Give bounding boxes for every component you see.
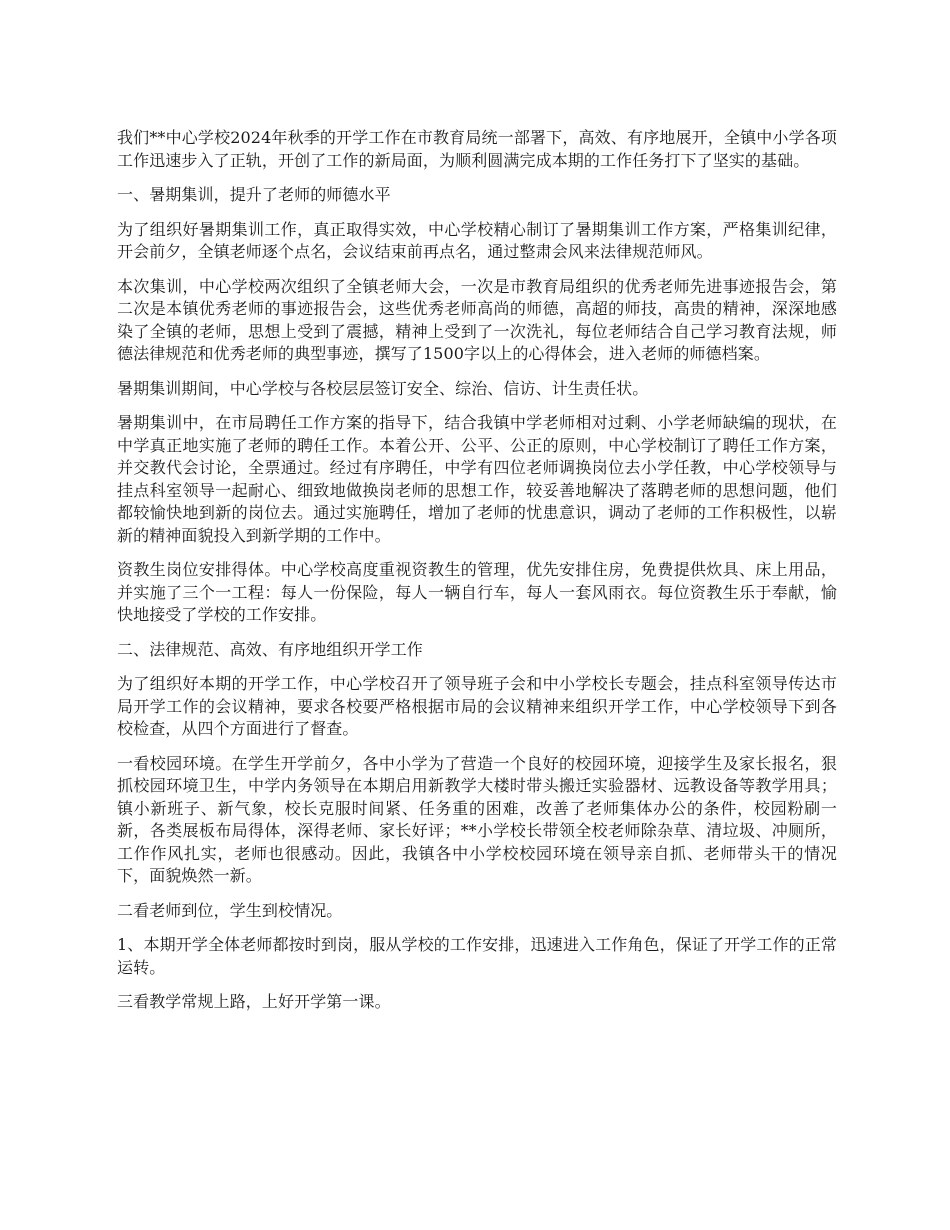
body-paragraph: 1、本期开学全体老师都按时到岗，服从学校的工作安排，迅速进入工作角色，保证了开学工作的正常运转。 — [117, 935, 837, 977]
body-paragraph: 资教生岗位安排得体。中心学校高度重视资教生的管理，优先安排住房，免费提供炊具、床上用品，并实施了三个一工程：每人一份保险，每人一辆自行车，每人一套风雨衣。每位资教生乐于奉献，愉快地接受了学校的工作安排。 — [117, 560, 837, 624]
body-paragraph: 为了组织好本期的开学工作，中心学校召开了领导班子会和中小学校长专题会，挂点科室领导传达市局开学工作的会议精神，要求各校要严格根据市局的会议精神来组织开学工作，中心学校领导下到各校检查，从四个方面进行了督查。 — [117, 674, 837, 738]
body-paragraph: 暑期集训中，在市局聘任工作方案的指导下，结合我镇中学老师相对过剩、小学老师缺编的现状，在中学真正地实施了老师的聘任工作。本着公开、公平、公正的原则，中心学校制订了聘任工作方案，并交教代会讨论，全票通过。经过有序聘任，中学有四位老师调换岗位去小学任教，中心学校领导与挂点科室领导一起耐心、细致地做换岗老师的思想工作，较妥善地解决了落聘老师的思想问题，他们都较愉快地到新的岗位去。通过实施聘任，增加了老师的忧患意识，调动了老师的工作积极性，以崭新的精神面貌投入到新学期的工作中。 — [117, 413, 837, 545]
body-paragraph: 为了组织好暑期集训工作，真正取得实效，中心学校精心制订了暑期集训工作方案，严格集训纪律，开会前夕，全镇老师逐个点名，会议结束前再点名，通过整肃会风来法律规范师风。 — [117, 219, 837, 261]
body-paragraph: 本次集训，中心学校两次组织了全镇老师大会，一次是市教育局组织的优秀老师先进事迹报告会，第二次是本镇优秀老师的事迹报告会，这些优秀老师高尚的师德，高超的师技，高贵的精神，深深地感染了全镇的老师，思想上受到了震撼，精神上受到了一次洗礼，每位老师结合自己学习教育法规，师德法律规范和优秀老师的典型事迹，撰写了1500字以上的心得体会，进入老师的师德档案。 — [117, 276, 837, 363]
intro-paragraph: 我们**中心学校2024年秋季的开学工作在市教育局统一部署下，高效、有序地展开，全镇中小学各项工作迅速步入了正轨，开创了工作的新局面，为顺利圆满完成本期的工作任务打下了坚实的基础。 — [117, 128, 837, 170]
section-heading-2: 二、法律规范、高效、有序地组织开学工作 — [117, 639, 423, 659]
body-paragraph: 暑期集训期间，中心学校与各校层层签订安全、综治、信访、计生责任状。 — [117, 378, 649, 398]
body-paragraph: 三看教学常规上路，上好开学第一课。 — [117, 992, 391, 1011]
body-paragraph: 一看校园环境。在学生开学前夕，各中小学为了营造一个良好的校园环境，迎接学生及家长报名，狠抓校园环境卫生，中学内务领导在本期启用新教学大楼时带头搬迁实验器材、远教设备等教学用具；镇小新班子、新气象，校长克服时间紧、任务重的困难，改善了老师集体办公的条件，校园粉刷一新，各类展板布局得体，深得老师、家长好评；**小学校长带领全校老师除杂草、清垃圾、冲厕所，工作作风扎实，老师也很感动。因此，我镇各中小学校校园环境在领导亲自抓、老师带头干的情况下，面貌焕然一新。 — [117, 753, 837, 885]
body-paragraph: 二看老师到位，学生到校情况。 — [117, 900, 343, 920]
document-page — [117, 127, 837, 1026]
section-heading-1: 一、暑期集训，提升了老师的师德水平 — [117, 185, 391, 204]
